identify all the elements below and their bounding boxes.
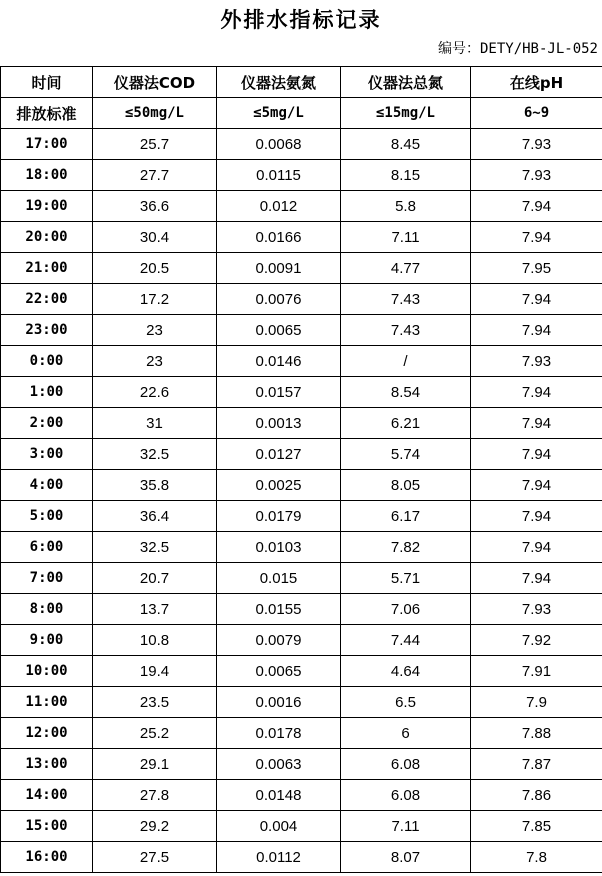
cod-cell: 20.5	[93, 253, 217, 284]
ammonia-nitrogen-cell: 0.0013	[217, 408, 341, 439]
table-row	[1, 501, 602, 532]
table-row	[1, 315, 602, 346]
header-ammonia-nitrogen: 仪器法氨氮	[217, 67, 341, 98]
ph-cell: 7.94	[471, 191, 602, 222]
cod-cell: 13.7	[93, 594, 217, 625]
ph-cell: 7.94	[471, 377, 602, 408]
cod-cell: 32.5	[93, 439, 217, 470]
time-cell: 9:00	[1, 625, 93, 656]
ammonia-nitrogen-cell: 0.0148	[217, 780, 341, 811]
time-cell: 17:00	[1, 129, 93, 160]
total-nitrogen-cell: 6.08	[341, 780, 471, 811]
header-time: 时间	[1, 67, 93, 98]
ammonia-nitrogen-cell: 0.0076	[217, 284, 341, 315]
ammonia-nitrogen-cell: 0.015	[217, 563, 341, 594]
cod-cell: 29.2	[93, 811, 217, 842]
cod-cell: 35.8	[93, 470, 217, 501]
ammonia-nitrogen-cell: 0.0103	[217, 532, 341, 563]
cod-cell: 36.6	[93, 191, 217, 222]
time-cell: 7:00	[1, 563, 93, 594]
table-row	[1, 532, 602, 563]
ammonia-nitrogen-cell: 0.0091	[217, 253, 341, 284]
ph-cell: 7.8	[471, 842, 602, 873]
ammonia-nitrogen-cell: 0.0157	[217, 377, 341, 408]
time-cell: 1:00	[1, 377, 93, 408]
standard-cod: ≤50mg/L	[93, 98, 217, 129]
total-nitrogen-cell: 7.44	[341, 625, 471, 656]
page-title: 外排水指标记录	[220, 8, 382, 32]
cod-cell: 19.4	[93, 656, 217, 687]
table-row	[1, 346, 602, 377]
table-row	[1, 160, 602, 191]
ph-cell: 7.88	[471, 718, 602, 749]
cod-cell: 17.2	[93, 284, 217, 315]
total-nitrogen-cell: 7.82	[341, 532, 471, 563]
time-cell: 2:00	[1, 408, 93, 439]
total-nitrogen-cell: 8.05	[341, 470, 471, 501]
header-cod: 仪器法COD	[93, 67, 217, 98]
total-nitrogen-cell: 6	[341, 718, 471, 749]
document-code: 编号：DETY/HB-JL-052	[437, 41, 598, 57]
time-cell: 3:00	[1, 439, 93, 470]
ph-cell: 7.91	[471, 656, 602, 687]
time-cell: 22:00	[1, 284, 93, 315]
table-row	[1, 718, 602, 749]
ammonia-nitrogen-cell: 0.0178	[217, 718, 341, 749]
total-nitrogen-cell: 8.07	[341, 842, 471, 873]
total-nitrogen-cell: 7.06	[341, 594, 471, 625]
ammonia-nitrogen-cell: 0.004	[217, 811, 341, 842]
ammonia-nitrogen-cell: 0.0079	[217, 625, 341, 656]
ph-cell: 7.94	[471, 222, 602, 253]
ammonia-nitrogen-cell: 0.0063	[217, 749, 341, 780]
total-nitrogen-cell: 8.15	[341, 160, 471, 191]
table-row	[1, 687, 602, 718]
total-nitrogen-cell: /	[341, 346, 471, 377]
ammonia-nitrogen-cell: 0.0115	[217, 160, 341, 191]
cod-cell: 29.1	[93, 749, 217, 780]
table-row	[1, 408, 602, 439]
ph-cell: 7.92	[471, 625, 602, 656]
ammonia-nitrogen-cell: 0.012	[217, 191, 341, 222]
ph-cell: 7.94	[471, 408, 602, 439]
ph-cell: 7.93	[471, 594, 602, 625]
total-nitrogen-cell: 7.43	[341, 315, 471, 346]
total-nitrogen-cell: 8.45	[341, 129, 471, 160]
total-nitrogen-cell: 5.71	[341, 563, 471, 594]
cod-cell: 27.5	[93, 842, 217, 873]
ph-cell: 7.9	[471, 687, 602, 718]
table-row	[1, 129, 602, 160]
table-row	[1, 191, 602, 222]
standard-ammonia-nitrogen: ≤5mg/L	[217, 98, 341, 129]
total-nitrogen-cell: 5.8	[341, 191, 471, 222]
header-total-nitrogen: 仪器法总氮	[341, 67, 471, 98]
cod-cell: 32.5	[93, 532, 217, 563]
cod-cell: 25.2	[93, 718, 217, 749]
table-row	[1, 594, 602, 625]
standard-total-nitrogen: ≤15mg/L	[341, 98, 471, 129]
ammonia-nitrogen-cell: 0.0065	[217, 656, 341, 687]
time-cell: 16:00	[1, 842, 93, 873]
total-nitrogen-cell: 7.11	[341, 811, 471, 842]
cod-cell: 23	[93, 346, 217, 377]
cod-cell: 27.8	[93, 780, 217, 811]
total-nitrogen-cell: 6.21	[341, 408, 471, 439]
table-row	[1, 377, 602, 408]
ph-cell: 7.93	[471, 160, 602, 191]
total-nitrogen-cell: 7.11	[341, 222, 471, 253]
ph-cell: 7.86	[471, 780, 602, 811]
ammonia-nitrogen-cell: 0.0025	[217, 470, 341, 501]
time-cell: 19:00	[1, 191, 93, 222]
total-nitrogen-cell: 5.74	[341, 439, 471, 470]
ph-cell: 7.94	[471, 501, 602, 532]
water-indicator-table	[0, 66, 602, 873]
time-cell: 13:00	[1, 749, 93, 780]
cod-cell: 27.7	[93, 160, 217, 191]
table-row	[1, 222, 602, 253]
ammonia-nitrogen-cell: 0.0068	[217, 129, 341, 160]
time-cell: 23:00	[1, 315, 93, 346]
ph-cell: 7.94	[471, 315, 602, 346]
standard-ph: 6~9	[471, 98, 602, 129]
total-nitrogen-cell: 7.43	[341, 284, 471, 315]
table-row	[1, 842, 602, 873]
table-row	[1, 253, 602, 284]
standard-label: 排放标准	[1, 98, 93, 129]
cod-cell: 10.8	[93, 625, 217, 656]
ph-cell: 7.93	[471, 129, 602, 160]
time-cell: 12:00	[1, 718, 93, 749]
cod-cell: 23.5	[93, 687, 217, 718]
header-row	[1, 67, 602, 98]
time-cell: 5:00	[1, 501, 93, 532]
ph-cell: 7.93	[471, 346, 602, 377]
time-cell: 11:00	[1, 687, 93, 718]
table-row	[1, 563, 602, 594]
cod-cell: 30.4	[93, 222, 217, 253]
ph-cell: 7.94	[471, 532, 602, 563]
total-nitrogen-cell: 4.77	[341, 253, 471, 284]
cod-cell: 25.7	[93, 129, 217, 160]
total-nitrogen-cell: 6.17	[341, 501, 471, 532]
cod-cell: 20.7	[93, 563, 217, 594]
total-nitrogen-cell: 6.08	[341, 749, 471, 780]
time-cell: 15:00	[1, 811, 93, 842]
time-cell: 10:00	[1, 656, 93, 687]
ammonia-nitrogen-cell: 0.0127	[217, 439, 341, 470]
header-ph: 在线pH	[471, 67, 602, 98]
time-cell: 14:00	[1, 780, 93, 811]
table-row	[1, 749, 602, 780]
time-cell: 4:00	[1, 470, 93, 501]
total-nitrogen-cell: 8.54	[341, 377, 471, 408]
ph-cell: 7.94	[471, 439, 602, 470]
ph-cell: 7.95	[471, 253, 602, 284]
table-row	[1, 780, 602, 811]
time-cell: 6:00	[1, 532, 93, 563]
time-cell: 20:00	[1, 222, 93, 253]
total-nitrogen-cell: 6.5	[341, 687, 471, 718]
ammonia-nitrogen-cell: 0.0112	[217, 842, 341, 873]
table-row	[1, 656, 602, 687]
table-row	[1, 470, 602, 501]
cod-cell: 23	[93, 315, 217, 346]
cod-cell: 36.4	[93, 501, 217, 532]
table-row	[1, 811, 602, 842]
ph-cell: 7.94	[471, 284, 602, 315]
ph-cell: 7.94	[471, 563, 602, 594]
ammonia-nitrogen-cell: 0.0155	[217, 594, 341, 625]
time-cell: 18:00	[1, 160, 93, 191]
ammonia-nitrogen-cell: 0.0179	[217, 501, 341, 532]
time-cell: 21:00	[1, 253, 93, 284]
ammonia-nitrogen-cell: 0.0065	[217, 315, 341, 346]
table-row	[1, 284, 602, 315]
time-cell: 0:00	[1, 346, 93, 377]
ph-cell: 7.94	[471, 470, 602, 501]
standard-row	[1, 98, 602, 129]
ph-cell: 7.85	[471, 811, 602, 842]
table-row	[1, 439, 602, 470]
ammonia-nitrogen-cell: 0.0146	[217, 346, 341, 377]
total-nitrogen-cell: 4.64	[341, 656, 471, 687]
time-cell: 8:00	[1, 594, 93, 625]
cod-cell: 22.6	[93, 377, 217, 408]
ammonia-nitrogen-cell: 0.0016	[217, 687, 341, 718]
ph-cell: 7.87	[471, 749, 602, 780]
table-row	[1, 625, 602, 656]
ammonia-nitrogen-cell: 0.0166	[217, 222, 341, 253]
cod-cell: 31	[93, 408, 217, 439]
